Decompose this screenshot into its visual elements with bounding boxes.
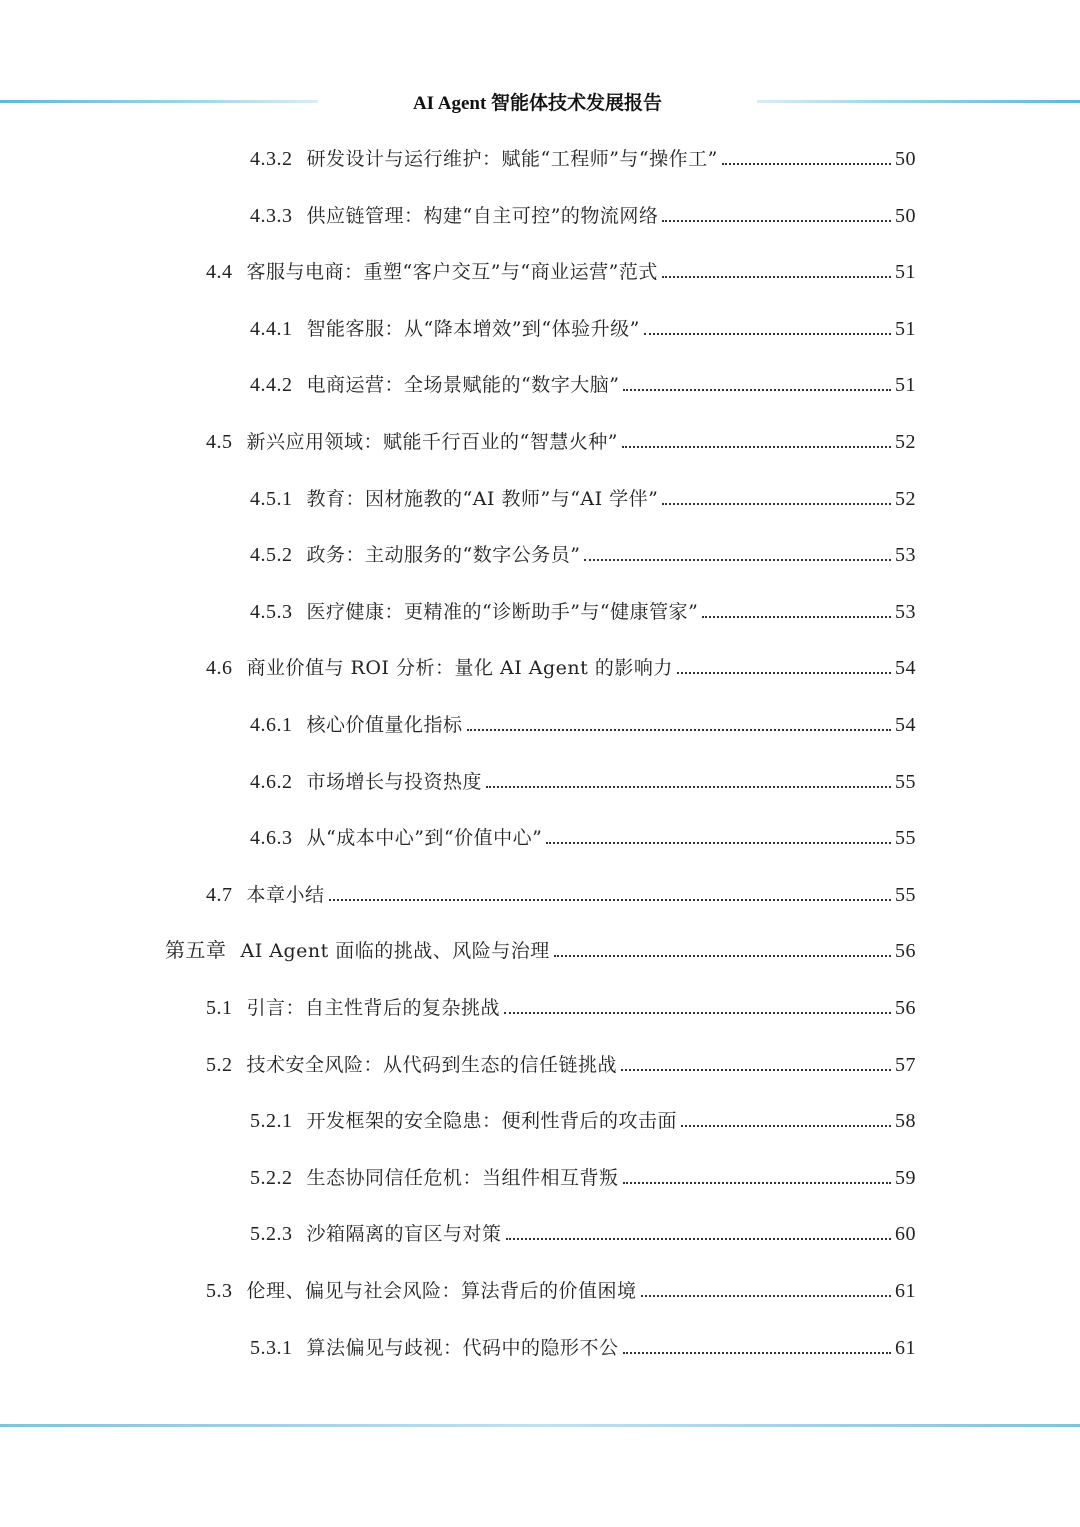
toc-leader-dots (467, 729, 891, 731)
toc-leader-dots (641, 1295, 891, 1297)
toc-entry[interactable] (250, 527, 916, 567)
toc-entry[interactable] (206, 1037, 916, 1077)
toc-entry[interactable] (206, 414, 916, 454)
toc-entry-title: 生态协同信任危机：当组件相互背叛 (306, 1166, 619, 1189)
page-header (0, 80, 1080, 126)
toc-entry-page: 61 (895, 1280, 916, 1302)
toc-entry-page: 55 (895, 770, 916, 793)
toc-entry[interactable] (250, 131, 916, 171)
toc-leader-dots (662, 276, 891, 278)
toc-entry-number: 5.3.1 (250, 1336, 293, 1359)
toc-entry-page: 55 (895, 883, 916, 906)
toc-entry[interactable] (206, 867, 916, 907)
toc-entry-number: 4.6.2 (250, 770, 293, 793)
toc-entry-page: 61 (895, 1336, 916, 1359)
toc-entry-title: 伦理、偏见与社会风险：算法背后的价值困境 (246, 1280, 637, 1302)
toc-entry-number: 5.2 (206, 1053, 233, 1076)
toc-entry[interactable] (250, 357, 916, 397)
header-rule-left (0, 100, 318, 103)
toc-entry-number: 4.5.3 (250, 600, 293, 623)
toc-entry-title: 政务：主动服务的“数字公务员” (306, 544, 581, 567)
toc-leader-dots (623, 1352, 891, 1354)
toc-entry-title: 电商运营：全场景赋能的“数字大脑” (306, 374, 620, 397)
toc-entry[interactable] (250, 301, 916, 341)
toc-leader-dots (644, 333, 891, 335)
footer-rule (0, 1424, 1080, 1427)
toc-entry[interactable] (250, 810, 916, 850)
toc-entry-number: 5.2.3 (250, 1223, 293, 1246)
toc-entry-number: 4.3.3 (250, 204, 293, 227)
toc-leader-dots (681, 1125, 891, 1127)
toc-entry-title: 沙箱隔离的盲区与对策 (306, 1223, 502, 1246)
toc-entry-page: 50 (895, 204, 916, 227)
toc-leader-dots (677, 672, 891, 674)
toc-entry-page: 51 (895, 374, 916, 397)
toc-entry-title: 客服与电商：重塑“客户交互”与“商业运营”范式 (246, 261, 658, 284)
toc-leader-dots (506, 1238, 891, 1240)
toc-entry-title: 开发框架的安全隐患：便利性背后的攻击面 (306, 1110, 678, 1133)
toc-entry-title: 算法偏见与歧视：代码中的隐形不公 (306, 1336, 619, 1359)
toc-entry[interactable] (250, 697, 916, 737)
toc-entry-number: 4.4 (206, 261, 233, 284)
toc-entry-number: 4.4.2 (250, 374, 293, 397)
toc-entry[interactable] (165, 923, 916, 963)
toc-entry-number: 5.1 (206, 997, 233, 1019)
toc-entry[interactable] (250, 584, 916, 624)
toc-entry-title: 新兴应用领域：赋能千行百业的“智慧火种” (246, 431, 618, 453)
toc-leader-dots (662, 503, 891, 505)
toc-leader-dots (504, 1012, 891, 1014)
toc-entry-title: 医疗健康：更精准的“诊断助手”与“健康管家” (306, 600, 699, 623)
toc-entry-page: 52 (895, 431, 916, 453)
toc-entry[interactable] (206, 1263, 916, 1303)
toc-entry-title: 商业价值与 ROI 分析：量化 AI Agent 的影响力 (246, 657, 673, 680)
toc-entry-page: 51 (895, 261, 916, 284)
toc-entry-page: 53 (895, 600, 916, 623)
toc-leader-dots (584, 559, 891, 561)
toc-entry-page: 57 (895, 1053, 916, 1076)
toc-leader-dots (623, 389, 891, 391)
toc-entry-page: 52 (895, 487, 916, 510)
toc-entry[interactable] (250, 1206, 916, 1246)
toc-entry-title: 核心价值量化指标 (306, 714, 463, 736)
toc-entry-title: 教育：因材施教的“AI 教师”与“AI 学伴” (306, 487, 659, 510)
toc-entry-title: 市场增长与投资热度 (306, 770, 483, 793)
toc-entry-number: 4.6.3 (250, 827, 293, 850)
toc-entry-page: 51 (895, 317, 916, 340)
toc-leader-dots (329, 899, 891, 901)
toc-entry[interactable] (206, 980, 916, 1020)
toc-entry-page: 54 (895, 714, 916, 736)
toc-leader-dots (486, 786, 891, 788)
toc-leader-dots (554, 955, 891, 957)
toc-leader-dots (662, 220, 891, 222)
toc-entry[interactable] (250, 471, 916, 511)
toc-entry[interactable] (250, 1150, 916, 1190)
toc-entry[interactable] (206, 640, 916, 680)
toc-entry-title: 本章小结 (246, 883, 325, 906)
toc-entry[interactable] (250, 188, 916, 228)
toc-entry-page: 54 (895, 657, 916, 680)
toc-entry-title: 智能客服：从“降本增效”到“体验升级” (306, 317, 640, 340)
toc-leader-dots (623, 1182, 891, 1184)
toc-entry-title: 技术安全风险：从代码到生态的信任链挑战 (246, 1053, 618, 1076)
toc-leader-dots (546, 842, 891, 844)
toc-entry[interactable] (206, 244, 916, 284)
toc-entry-page: 59 (895, 1166, 916, 1189)
toc-entry-number: 5.2.1 (250, 1110, 293, 1133)
toc-entry-number: 4.5.1 (250, 487, 293, 510)
toc-entry-title: AI Agent 面临的挑战、风险与治理 (240, 940, 550, 963)
toc-leader-dots (722, 163, 891, 165)
toc-entry-number: 5.2.2 (250, 1166, 293, 1189)
toc-entry-page: 56 (895, 997, 916, 1019)
toc-entry-title: 研发设计与运行维护：赋能“工程师”与“操作工” (306, 148, 718, 170)
toc-entry-number: 4.6.1 (250, 714, 293, 736)
header-rule-right (757, 100, 1080, 103)
toc-entry-number: 4.6 (206, 657, 233, 680)
toc-entry-number: 4.5 (206, 431, 233, 453)
toc-entry-number: 4.4.1 (250, 317, 293, 340)
toc-entry-page: 55 (895, 827, 916, 850)
header-title: AI Agent 智能体技术发展报告 (412, 93, 663, 114)
toc-entry-page: 53 (895, 544, 916, 567)
toc-entry-page: 58 (895, 1110, 916, 1133)
toc-entry-page: 60 (895, 1223, 916, 1246)
toc-entry-number: 4.5.2 (250, 544, 293, 567)
toc-entry-number: 4.7 (206, 883, 233, 906)
toc-entry-title: 供应链管理：构建“自主可控”的物流网络 (306, 204, 659, 227)
toc-entry-title: 引言：自主性背后的复杂挑战 (246, 997, 501, 1019)
toc-leader-dots (621, 1069, 891, 1071)
toc-leader-dots (702, 616, 891, 618)
toc-entry-title: 从“成本中心”到“价值中心” (306, 827, 543, 850)
toc-entry-page: 56 (895, 940, 916, 963)
toc-entry-number: 第五章 (165, 940, 227, 963)
toc-entry-page: 50 (895, 148, 916, 170)
toc-entry[interactable] (250, 1093, 916, 1133)
toc-entry[interactable] (250, 1320, 916, 1360)
toc-leader-dots (622, 446, 891, 448)
toc-entry-number: 4.3.2 (250, 148, 293, 170)
toc-entry[interactable] (250, 754, 916, 794)
toc-entry-number: 5.3 (206, 1280, 233, 1302)
